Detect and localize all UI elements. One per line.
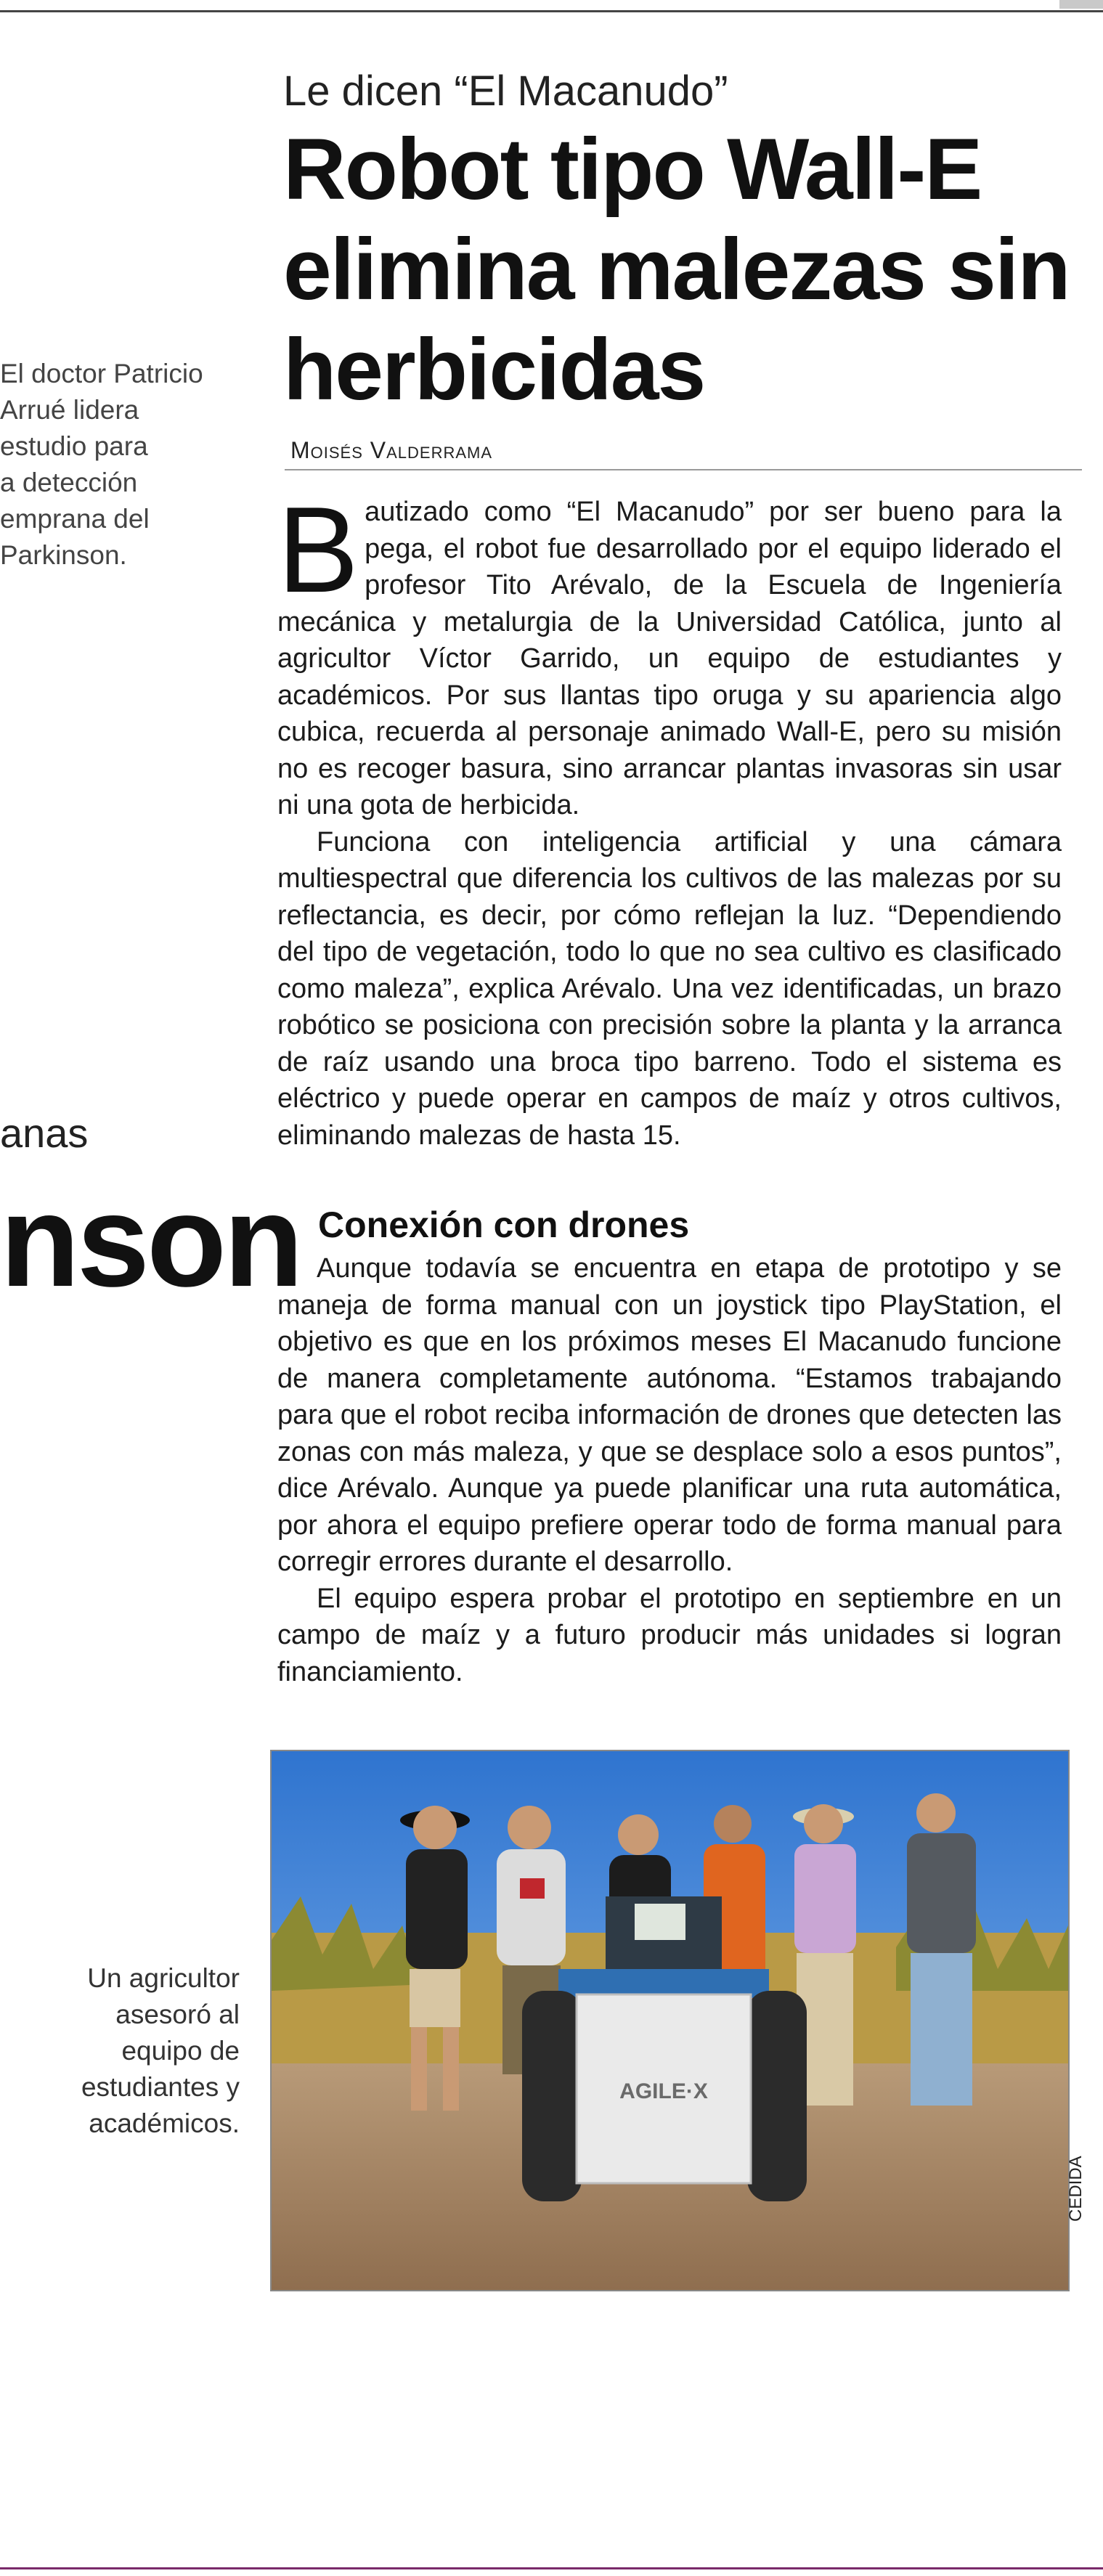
person-6 — [907, 1793, 976, 2106]
sidebar-caption-line: a detección — [0, 468, 138, 497]
sidebar-caption-line: Arrué lidera — [0, 395, 139, 425]
sidebar-kicker-fragment: anas — [0, 1110, 89, 1156]
sidebar-caption-line: estudio para — [0, 431, 148, 461]
sidebar-caption-line: El doctor Patricio — [0, 359, 203, 388]
photo-caption-line: Un agricultor — [87, 1963, 240, 1993]
paragraph-3: Aunque todavía se encuentra en etapa de prototipo y se maneja de forma manual con un joystick tipo PlayStation, el objetivo es que en los próximos meses El Macanudo funcione de manera completamente autónoma. “Estamos trabajando para que el robot reciba información de drones que detecten las zonas con más maleza, y que se desplace solo a esos puntos”, dice Arévalo. Aunque ya puede planificar una ruta automática, por ahora el equipo prefiere operar todo de forma manual para corregir errores durante el desarrollo. — [277, 1253, 1062, 1577]
article-photo — [270, 1750, 1070, 2291]
sidebar-caption-line: Parkinson. — [0, 540, 127, 570]
article-byline: Moisés Valderrama — [290, 437, 493, 463]
top-rule — [0, 10, 1103, 12]
photo-caption — [44, 1960, 240, 2142]
article-headline: Robot tipo Wall-E elimina malezas sin herbicidas — [283, 121, 1070, 418]
paragraph-2: Funciona con inteligencia artificial y una cámara multiespectral que diferencia los cultivos de las malezas por su reflectancia, es decir, por cómo reflejan la luz. “Dependiendo del tipo de vegetación, todo lo que no sea cultivo es clasificado como maleza”, explica Arévalo. Una vez identificadas, un brazo robótico se posiciona con precisión sobre la planta y la arranca de raíz usando una broca tipo barreno. Todo el sistema es eléctrico y puede operar en campos de maíz y otros cultivos, eliminando malezas de hasta 15. — [277, 826, 1062, 1151]
top-corner-block — [1059, 0, 1103, 9]
bottom-rule — [0, 2567, 1103, 2569]
photo-caption-line: equipo de — [121, 2036, 240, 2066]
photo-caption-line: académicos. — [89, 2108, 240, 2138]
paragraph-4: El equipo espera probar el prototipo en septiembre en un campo de maíz y a futuro producir más unidades si logran financiamiento. — [277, 1583, 1062, 1687]
robot-logo: AGILE·X — [619, 2079, 708, 2103]
team-robot-illustration — [272, 1751, 1068, 2290]
sidebar-caption — [0, 356, 218, 574]
sidebar-headline-fragment: nson — [0, 1168, 301, 1314]
article-body-bottom — [277, 1250, 1062, 1690]
sidebar-caption-line: emprana del — [0, 504, 150, 534]
photo-credit: CEDIDA — [1066, 2156, 1086, 2222]
photo-caption-line: estudiantes y — [81, 2072, 240, 2102]
photo-caption-line: asesoró al — [115, 2000, 240, 2029]
article-subhead: Conexión con drones — [318, 1205, 690, 1245]
drop-cap: B — [277, 481, 359, 618]
paragraph-1-text: autizado como “El Macanudo” por ser bueno para la pega, el robot fue desarrollado por el equipo liderado el profesor Tito Arévalo, de la Escuela de Ingeniería mecánica y metalurgia de la Universidad Católica, junto al agricultor Víctor Garrido, un equipo de estudiantes y académicos. Por sus llantas tipo oruga y su apariencia algo cubica, recuerda al personaje animado Wall-E, pero su misión no es recoger basura, sino arrancar plantas invasoras sin usar ni una gota de herbicida. — [277, 497, 1062, 820]
article-body-top — [277, 481, 1062, 1154]
paragraph-1 — [277, 481, 1062, 824]
byline-divider — [285, 469, 1082, 470]
article-kicker: Le dicen “El Macanudo” — [283, 68, 728, 115]
